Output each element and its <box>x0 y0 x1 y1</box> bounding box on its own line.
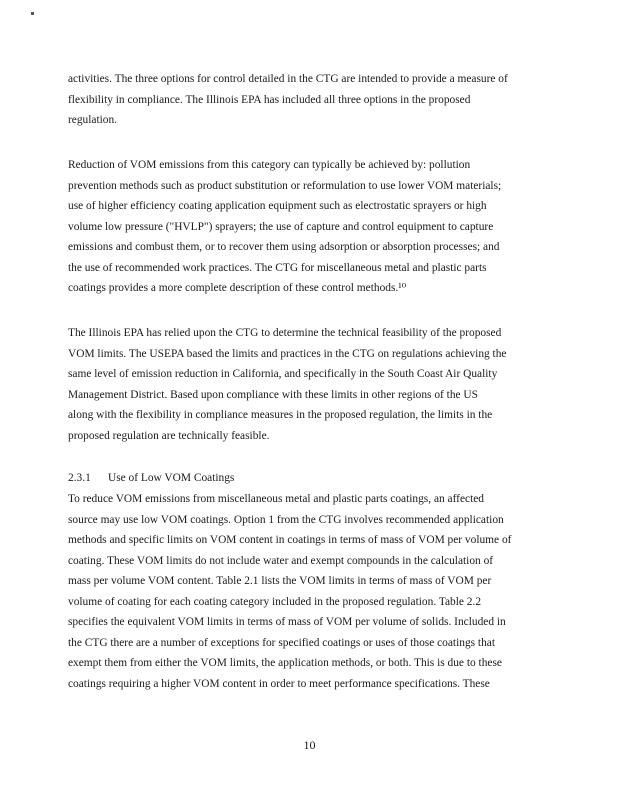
paragraph-low-vom-coatings <box>68 489 542 694</box>
text-line: methods and specific limits on VOM content in coatings in terms of mass of VOM per volume of <box>68 534 512 546</box>
text-line: volume of coating for each coating category included in the proposed regulation. Table 2.2 <box>68 595 482 608</box>
text-line: proposed regulation are technically feasible. <box>68 429 270 442</box>
text-line: coatings requiring a higher VOM content in order to meet performance specifications. These <box>68 677 490 690</box>
text-line: The Illinois EPA has relied upon the CTG to determine the technical feasibility of the proposed <box>68 327 502 339</box>
text-line: same level of emission reduction in California, and specifically in the South Coast Air Quality <box>68 368 498 380</box>
text-line: To reduce VOM emissions from miscellaneous metal and plastic parts coatings, an affected <box>68 493 485 505</box>
text-line: source may use low VOM coatings. Option 1 from the CTG involves recommended application <box>68 513 504 526</box>
text-line: flexibility in compliance. The Illinois EPA has included all three options in the proposed <box>68 93 471 106</box>
text-line: Reduction of VOM emissions from this category can typically be achieved by: pollution <box>68 159 471 171</box>
paragraph-reduction-methods <box>68 155 542 299</box>
text-line: the CTG there are a number of exceptions for specified coatings or uses of those coatings that <box>68 636 496 649</box>
page-number: 10 <box>303 738 316 752</box>
text-line: coatings provides a more complete description of these control methods.¹⁰ <box>68 282 407 294</box>
text-line: the use of recommended work practices. The CTG for miscellaneous metal and plastic parts <box>68 261 487 274</box>
text-line: activities. The three options for control detailed in the CTG are intended to provide a measure of <box>68 73 508 85</box>
text-line: coating. These VOM limits do not include water and exempt compounds in the calculation of <box>68 554 494 567</box>
paragraph-technical-feasibility <box>68 323 542 446</box>
section-title: Use of Low VOM Coatings <box>108 472 235 484</box>
scan-mark <box>31 12 34 15</box>
text-line: exempt them from either the VOM limits, the application methods, or both. This is due to these <box>68 657 502 669</box>
text-line: specifies the equivalent VOM limits in terms of mass of VOM per volume of solids. Included in <box>68 616 506 628</box>
text-line: regulation. <box>68 114 118 126</box>
text-line: volume low pressure ("HVLP") sprayers; the use of capture and control equipment to capture <box>68 220 494 233</box>
text-line: mass per volume VOM content. Table 2.1 lists the VOM limits in terms of mass of VOM per <box>68 575 492 587</box>
text-line: VOM limits. The USEPA based the limits and practices in the CTG on regulations achieving the <box>68 347 507 360</box>
section-heading <box>68 468 234 489</box>
text-line: prevention methods such as product substitution or reformulation to use lower VOM materials; <box>68 179 502 192</box>
text-line: use of higher efficiency coating application equipment such as electrostatic sprayers or high <box>68 200 487 212</box>
section-number: 2.3.1 <box>68 472 91 484</box>
paragraph-options-intro <box>68 69 542 131</box>
text-line: emissions and combust them, or to recover them using adsorption or absorption processes; and <box>68 241 500 253</box>
text-line: along with the flexibility in compliance measures in the proposed regulation, the limits in the <box>68 409 493 421</box>
text-line: Management District. Based upon compliance with these limits in other regions of the US <box>68 388 478 401</box>
